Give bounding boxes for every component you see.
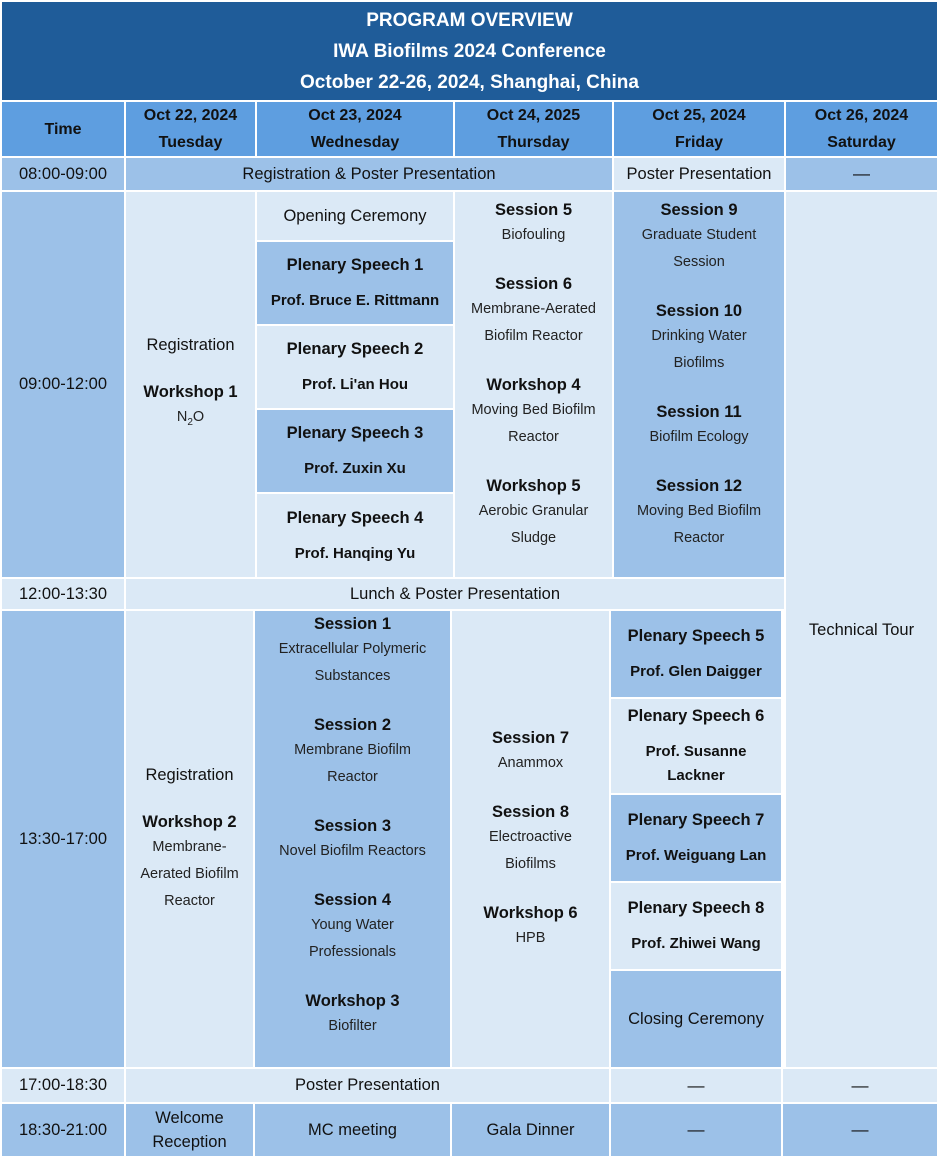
speech-title: Plenary Speech 8 — [627, 899, 765, 917]
topic-text: O — [192, 409, 205, 426]
session-title: Session 2 — [313, 716, 392, 734]
header-date: Oct 25, 2024 — [652, 107, 746, 124]
time-label: 09:00-12:00 — [18, 375, 108, 393]
workshop-topic — [177, 404, 204, 436]
time-label: 17:00-18:30 — [18, 1076, 108, 1094]
session-title: Session 11 — [656, 403, 742, 421]
cell-label: Welcome — [155, 1109, 224, 1127]
header-weekday: Thursday — [497, 134, 570, 151]
header-day-thu — [455, 102, 612, 156]
speech-title: Plenary Speech 5 — [627, 627, 765, 645]
header-weekday: Friday — [674, 134, 723, 151]
title-line-3: October 22-26, 2024, Shanghai, China — [300, 71, 639, 93]
workshop-topic: Membrane- — [152, 839, 227, 855]
time-slot — [2, 158, 124, 190]
workshop-title: Workshop 6 — [483, 904, 578, 922]
session-title: Session 5 — [494, 201, 573, 219]
cell-label: Closing Ceremony — [628, 1010, 764, 1028]
speaker-name: Prof. Zuxin Xu — [304, 460, 406, 477]
workshop-topic: Aerated Biofilm — [140, 866, 239, 882]
tue-afternoon-cell — [126, 611, 253, 1067]
plenary-speech-cell — [611, 611, 781, 697]
header-weekday: Tuesday — [158, 134, 223, 151]
poster-cell — [614, 158, 784, 190]
workshop-title: Workshop 3 — [305, 992, 400, 1010]
opening-ceremony-cell — [257, 192, 453, 240]
fri-morning-cell — [614, 192, 784, 577]
workshop-topic: Aerobic Granular — [478, 503, 589, 519]
session-title: Session 9 — [660, 201, 738, 219]
session-topic: Anammox — [497, 755, 564, 771]
session-title: Session 8 — [491, 803, 570, 821]
speaker-name: Prof. Glen Daigger — [630, 663, 762, 680]
time-label: 12:00-13:30 — [18, 584, 108, 603]
plenary-speech-cell — [257, 242, 453, 324]
session-title: Session 3 — [313, 817, 392, 835]
dash: — — [687, 1120, 705, 1139]
speech-title: Plenary Speech 3 — [286, 424, 424, 442]
registration-label: Registration — [145, 766, 234, 784]
dash: — — [687, 1075, 705, 1095]
header-weekday: Saturday — [827, 134, 896, 151]
workshop-title: Workshop 1 — [143, 383, 238, 402]
speaker-name: Prof. Zhiwei Wang — [631, 935, 761, 952]
registration-poster-cell — [126, 158, 612, 190]
session-topic: Young Water — [311, 917, 394, 933]
speaker-name: Prof. Weiguang Lan — [625, 847, 767, 864]
workshop-title: Workshop 2 — [142, 813, 237, 831]
session-topic: Novel Biofilm Reactors — [279, 843, 426, 859]
plenary-speech-cell — [257, 326, 453, 408]
wed-afternoon-cell — [255, 611, 450, 1067]
plenary-speech-cell — [257, 494, 453, 577]
empty-cell — [611, 1069, 781, 1102]
title-line-1: PROGRAM OVERVIEW — [366, 9, 573, 31]
time-slot — [2, 579, 124, 609]
dash: — — [851, 1075, 869, 1095]
workshop-topic: HPB — [515, 930, 546, 946]
plenary-speech-cell — [611, 795, 781, 881]
time-slot — [2, 192, 124, 577]
header-date: Oct 22, 2024 — [143, 107, 238, 124]
cell-label: Gala Dinner — [486, 1121, 575, 1139]
session-topic: Membrane Biofilm — [294, 742, 411, 758]
session-topic: Professionals — [308, 944, 397, 960]
technical-tour-cell — [786, 192, 937, 1067]
empty-cell — [783, 1104, 937, 1156]
cell-label: Reception — [152, 1133, 227, 1151]
plenary-speech-cell — [611, 883, 781, 969]
workshop-title: Workshop 4 — [486, 376, 581, 394]
speaker-name: Prof. Li'an Hou — [301, 376, 409, 393]
header-day-sat — [786, 102, 937, 156]
session-topic: Biofouling — [501, 227, 566, 243]
speaker-name: Prof. Susanne — [645, 743, 747, 760]
speech-title: Plenary Speech 7 — [627, 811, 765, 829]
time-slot — [2, 611, 124, 1067]
cell-label: Poster Presentation — [626, 164, 772, 183]
title-banner — [2, 2, 937, 100]
session-title: Session 6 — [494, 275, 573, 293]
time-label: 08:00-09:00 — [18, 164, 108, 183]
session-title: Session 10 — [655, 302, 743, 320]
cell-label: MC meeting — [308, 1121, 397, 1139]
session-title: Session 12 — [655, 477, 743, 495]
session-topic: Session — [673, 254, 725, 270]
empty-cell — [611, 1104, 781, 1156]
speaker-name: Prof. Bruce E. Rittmann — [270, 292, 440, 309]
speaker-name: Lackner — [667, 767, 725, 784]
mc-meeting-cell — [255, 1104, 450, 1156]
workshop-topic: Reactor — [164, 893, 215, 909]
plenary-speech-cell — [611, 699, 781, 793]
workshop-topic: Reactor — [508, 429, 559, 445]
tue-morning-cell — [126, 192, 255, 577]
empty-cell — [786, 158, 937, 190]
speech-title: Plenary Speech 1 — [286, 256, 424, 274]
dash: — — [853, 164, 870, 183]
session-topic: Biofilm Reactor — [484, 328, 583, 344]
session-topic: Reactor — [673, 530, 725, 546]
speaker-name: Prof. Hanqing Yu — [294, 544, 416, 562]
session-title: Session 1 — [313, 615, 392, 633]
header-day-tue — [126, 102, 255, 156]
header-time-label: Time — [44, 120, 82, 138]
cell-label: Registration & Poster Presentation — [242, 164, 496, 183]
header-date: Oct 24, 2025 — [486, 107, 581, 124]
session-topic: Membrane-Aerated — [471, 301, 596, 317]
closing-ceremony-cell — [611, 971, 781, 1067]
session-topic: Biofilms — [505, 856, 556, 872]
cell-label: Lunch & Poster Presentation — [349, 584, 561, 603]
topic-subscript: 2 — [187, 416, 193, 428]
workshop-topic: Sludge — [510, 530, 557, 546]
time-label: 18:30-21:00 — [18, 1120, 108, 1139]
cell-label: Opening Ceremony — [283, 207, 427, 225]
time-slot — [2, 1104, 124, 1156]
header-day-fri — [614, 102, 784, 156]
session-topic: Graduate Student — [641, 227, 757, 243]
workshop-topic: Moving Bed Biofilm — [471, 402, 596, 418]
thu-afternoon-cell — [452, 611, 609, 1067]
topic-text: N — [176, 409, 188, 426]
lunch-cell — [126, 579, 784, 609]
empty-cell — [783, 1069, 937, 1102]
header-time — [2, 102, 124, 156]
cell-label: Technical Tour — [808, 621, 915, 639]
session-topic: Substances — [314, 668, 391, 684]
speech-title: Plenary Speech 2 — [286, 340, 424, 358]
session-topic: Moving Bed Biofilm — [636, 503, 762, 519]
dash: — — [851, 1120, 869, 1139]
session-topic: Biofilm Ecology — [649, 429, 749, 445]
cell-label: Poster Presentation — [295, 1076, 440, 1094]
plenary-speech-cell — [257, 410, 453, 492]
time-slot — [2, 1069, 124, 1102]
session-topic: Reactor — [327, 769, 378, 785]
workshop-title: Workshop 5 — [486, 477, 581, 495]
header-date: Oct 26, 2024 — [814, 107, 909, 124]
session-title: Session 4 — [313, 891, 392, 909]
session-topic: Biofilms — [673, 355, 725, 371]
speech-title: Plenary Speech 6 — [627, 707, 765, 725]
workshop-topic: Biofilter — [328, 1018, 377, 1034]
welcome-reception-cell — [126, 1104, 253, 1156]
header-day-wed — [257, 102, 453, 156]
speech-title: Plenary Speech 4 — [286, 508, 424, 527]
session-topic: Extracellular Polymeric — [278, 641, 427, 657]
time-label: 13:30-17:00 — [18, 829, 108, 848]
session-topic: Drinking Water — [651, 328, 747, 344]
thu-morning-cell — [455, 192, 612, 577]
session-title: Session 7 — [491, 729, 570, 747]
registration-label: Registration — [146, 336, 235, 355]
gala-dinner-cell — [452, 1104, 609, 1156]
poster-evening-cell — [126, 1069, 609, 1102]
session-topic: Electroactive — [488, 829, 572, 845]
title-line-2: IWA Biofilms 2024 Conference — [333, 40, 606, 62]
header-date: Oct 23, 2024 — [308, 107, 402, 124]
header-weekday: Wednesday — [310, 134, 400, 151]
